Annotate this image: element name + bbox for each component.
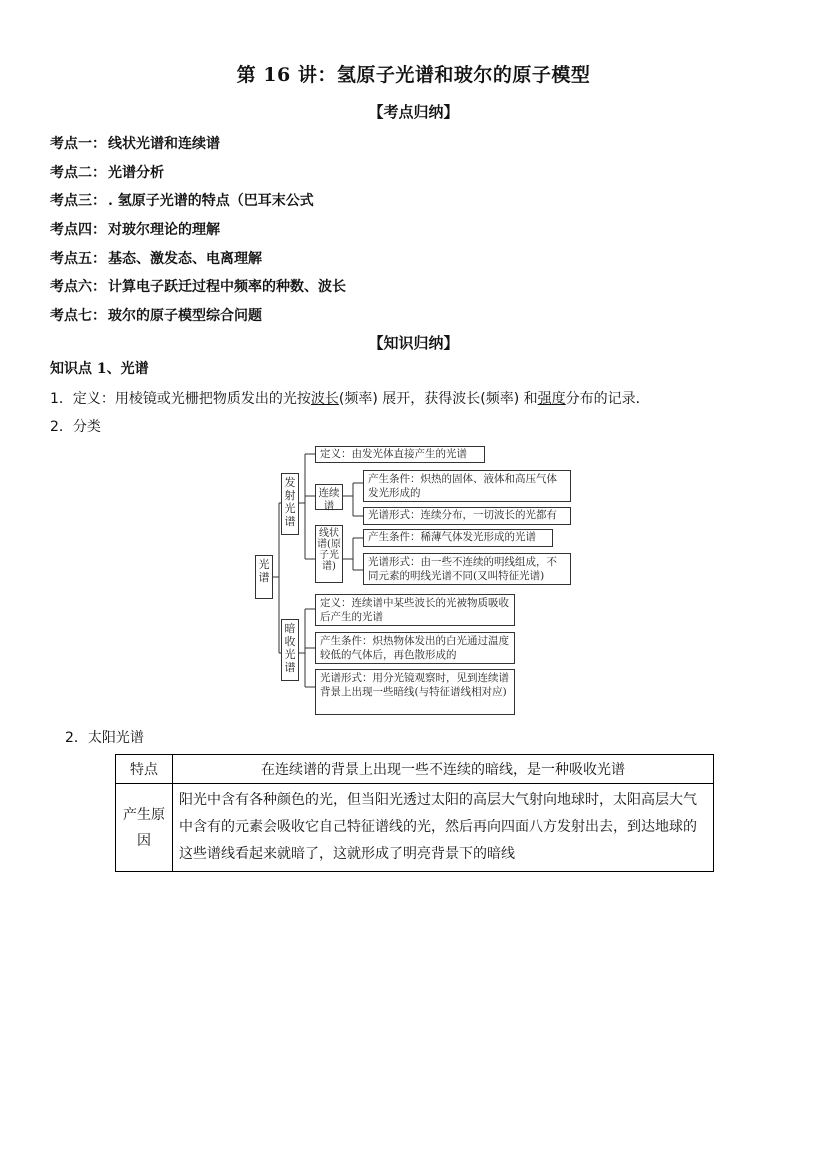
kaodian-item: 考点一： 线状光谱和连续谱 — [50, 136, 220, 152]
line-form-box: 光谱形式：由一些不连续的明线组成，不同元素的明线光谱不同(又叫特征光谱) — [363, 553, 571, 585]
kaodian-item: 考点五： 基态、激发态、电离理解 — [50, 250, 262, 267]
sun-spectrum-heading: 2．太阳光谱 — [65, 730, 144, 746]
page-title: 第 16 讲：氢原子光谱和玻尔的原子模型 — [236, 64, 591, 86]
kaodian-item: 考点六： 计算电子跃迁过程中频率的种数、波长 — [50, 279, 346, 296]
kaodian-item: 考点四： 对玻尔理论的理解 — [50, 222, 220, 239]
kaodian-list — [50, 133, 346, 334]
absorption-definition-box: 定义：连续谱中某些波长的光被物质吸收后产生的光谱 — [315, 594, 515, 626]
table-cell-label: 产生原因 — [116, 784, 173, 872]
emission-spectrum-box: 发射光谱 — [281, 473, 299, 535]
line-spectrum-box: 线状谱(原子光谱) — [315, 525, 343, 583]
table-row — [116, 755, 714, 784]
absorption-spectrum-box: 暗收光谱 — [281, 619, 299, 681]
root-spectrum-box: 光谱 — [255, 555, 273, 599]
sun-spectrum-table — [115, 754, 714, 872]
table-cell-value: 阳光中含有各种颜色的光，但当阳光透过太阳的高层大气射向地球时，太阳高层大气中含有的元素会吸收它自己特征谱线的光，然后再向四面八方发射出去，到达地球的这些谱线看起来就暗了，这就形成了明亮背景下的暗线 — [173, 784, 714, 872]
table-cell-value: 在连续谱的背景上出现一些不连续的暗线，是一种吸收光谱 — [173, 755, 714, 784]
definition-paragraph: 1．定义：用棱镜或光栅把物质发出的光按波长(频率) 展开，获得波长(频率) 和强度分布的记录． — [50, 391, 650, 407]
absorption-condition-box: 产生条件：炽热物体发出的白光通过温度较低的气体后，再色散形成的 — [315, 632, 515, 664]
section-title-zhishi: 【知识归纳】 — [368, 334, 459, 352]
table-cell-label: 特点 — [116, 755, 173, 784]
emission-definition-box: 定义：由发光体直接产生的光谱 — [315, 446, 485, 463]
kaodian-item: 考点七： 玻尔的原子模型综合问题 — [50, 308, 262, 325]
table-row — [116, 784, 714, 872]
continuous-form-box: 光谱形式：连续分布，一切波长的光都有 — [363, 507, 571, 525]
knowledge-point-title: 知识点 1、光谱 — [50, 361, 149, 377]
section-title-kaodian: 【考点归纳】 — [368, 103, 459, 121]
kaodian-item: 考点三： . 氢原子光谱的特点（巴耳末公式 — [50, 193, 314, 210]
continuous-spectrum-box: 连续谱 — [315, 484, 343, 510]
kaodian-item: 考点二： 光谱分析 — [50, 164, 164, 181]
line-condition-box: 产生条件：稀薄气体发光形成的光谱 — [363, 529, 553, 547]
classification-heading: 2．分类 — [50, 419, 101, 435]
spectrum-classification-diagram — [253, 443, 583, 717]
absorption-form-box: 光谱形式：用分光镜观察时，见到连续谱背景上出现一些暗线(与特征谱线相对应) — [315, 669, 515, 715]
continuous-condition-box: 产生条件：炽热的固体、液体和高压气体发光形成的 — [363, 470, 571, 502]
